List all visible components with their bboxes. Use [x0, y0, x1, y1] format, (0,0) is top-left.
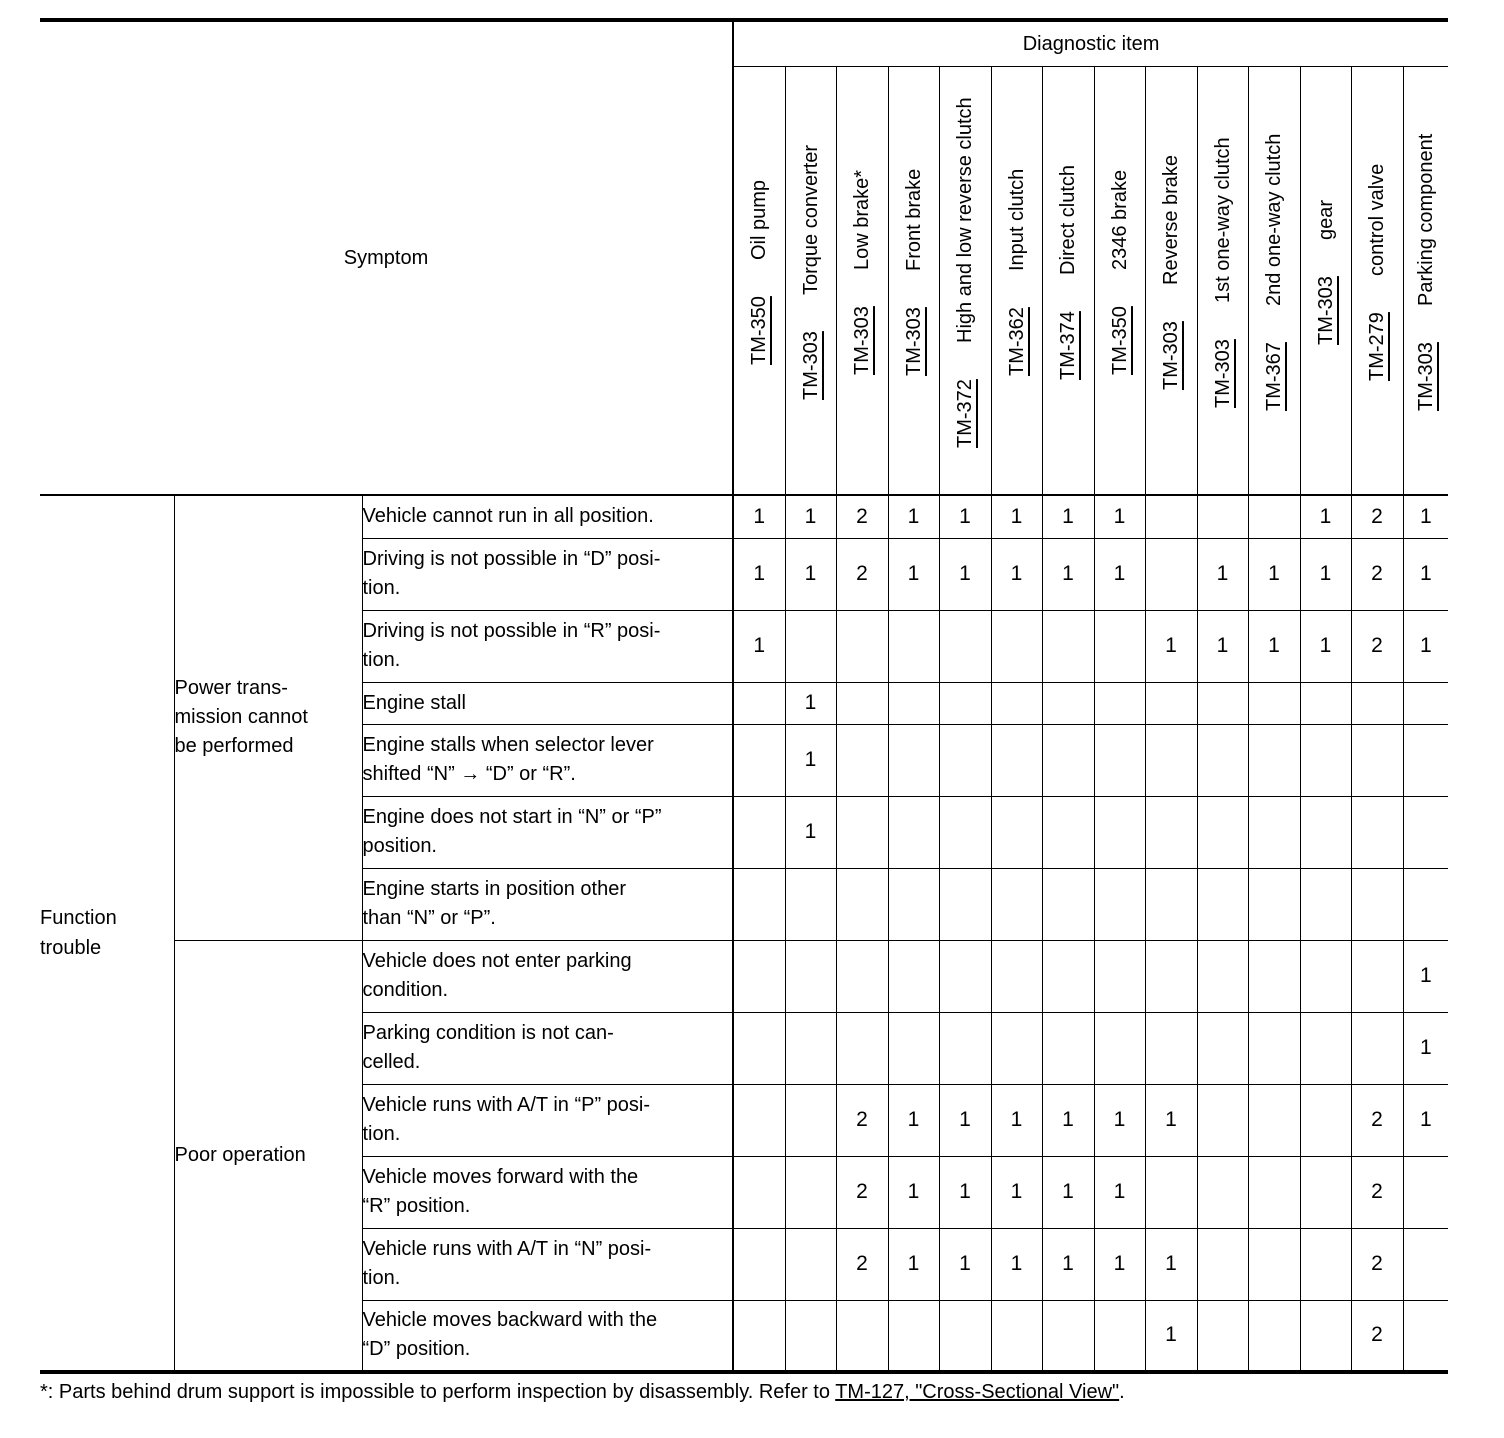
- column-header: [1351, 67, 1403, 496]
- value-cell: [1094, 796, 1145, 868]
- value-cell: [1403, 1156, 1448, 1228]
- value-cell: [1145, 1012, 1197, 1084]
- value-cell: 1: [1094, 538, 1145, 610]
- value-cell: 1: [991, 495, 1042, 538]
- value-cell: [1145, 1156, 1197, 1228]
- value-cell: [785, 1012, 836, 1084]
- symptom-text: than “N” or “P”.: [362, 907, 496, 929]
- value-cell: [1042, 610, 1094, 682]
- value-cell: [888, 796, 939, 868]
- column-name: Low brake*: [851, 170, 874, 271]
- column-header: [1300, 67, 1351, 496]
- column-ref-link[interactable]: TM-303: [902, 307, 925, 377]
- value-cell: 1: [991, 538, 1042, 610]
- value-cell: [1300, 682, 1351, 724]
- value-cell: [1197, 724, 1248, 796]
- symptom-text: tion.: [362, 1123, 401, 1145]
- symptom-cell: [362, 796, 733, 868]
- column-header-text: [851, 67, 873, 494]
- value-cell: [1300, 940, 1351, 1012]
- value-cell: [1145, 538, 1197, 610]
- value-cell: [1300, 1228, 1351, 1300]
- value-cell: 1: [888, 1084, 939, 1156]
- value-cell: [733, 724, 785, 796]
- value-cell: 1: [1300, 495, 1351, 538]
- group-label: Poor operation: [174, 1143, 306, 1166]
- value-cell: [1351, 682, 1403, 724]
- value-cell: [939, 940, 991, 1012]
- column-header-text: [800, 67, 822, 494]
- value-cell: [1403, 724, 1448, 796]
- value-cell: [733, 1228, 785, 1300]
- value-cell: 1: [1094, 1228, 1145, 1300]
- symptom-cell: [362, 1156, 733, 1228]
- value-cell: [888, 1300, 939, 1372]
- value-cell: 1: [1197, 538, 1248, 610]
- column-ref-link[interactable]: TM-367: [1263, 342, 1286, 412]
- value-cell: 1: [1042, 1156, 1094, 1228]
- column-header-text: [903, 67, 925, 494]
- value-cell: [1197, 1300, 1248, 1372]
- value-cell: [1145, 724, 1197, 796]
- value-cell: [836, 868, 888, 940]
- value-cell: [733, 682, 785, 724]
- symptom-text: Engine does not start in “N” or “P”: [362, 806, 662, 828]
- value-cell: 1: [888, 1228, 939, 1300]
- value-cell: [733, 940, 785, 1012]
- diagnostic-table: [40, 18, 1448, 1374]
- value-cell: [1351, 724, 1403, 796]
- group-label: be performed: [174, 735, 294, 758]
- symptom-header: Symptom: [40, 20, 733, 495]
- value-cell: 1: [1300, 610, 1351, 682]
- value-cell: 1: [733, 495, 785, 538]
- column-header-text: [748, 67, 770, 494]
- symptom-text: Vehicle moves backward with the: [362, 1309, 658, 1332]
- value-cell: 2: [836, 495, 888, 538]
- value-cell: 1: [939, 495, 991, 538]
- symptom-text: Engine stalls when selector lever: [362, 734, 654, 756]
- symptom-text: “R” position.: [362, 1195, 471, 1217]
- value-cell: [1403, 868, 1448, 940]
- value-cell: [1248, 1156, 1300, 1228]
- symptom-cell: [362, 495, 733, 538]
- value-cell: 1: [1403, 940, 1448, 1012]
- column-name: 1st one-way clutch: [1211, 137, 1234, 303]
- value-cell: [836, 724, 888, 796]
- value-cell: [991, 796, 1042, 868]
- symptom-text: condition.: [362, 979, 449, 1001]
- value-cell: 2: [1351, 1228, 1403, 1300]
- value-cell: [1248, 1084, 1300, 1156]
- value-cell: [836, 682, 888, 724]
- column-ref-link[interactable]: TM-374: [1057, 311, 1080, 380]
- value-cell: 2: [836, 538, 888, 610]
- value-cell: [785, 1156, 836, 1228]
- value-cell: [1042, 868, 1094, 940]
- value-cell: 1: [1145, 1084, 1197, 1156]
- value-cell: [836, 1012, 888, 1084]
- value-cell: [991, 868, 1042, 940]
- column-header: [991, 67, 1042, 496]
- symptom-cell: [362, 1300, 733, 1372]
- column-name: Input clutch: [1005, 168, 1028, 272]
- value-cell: [1094, 940, 1145, 1012]
- column-ref-link[interactable]: TM-303: [1414, 342, 1437, 412]
- symptom-text: “D” position.: [362, 1338, 471, 1361]
- value-cell: [785, 1228, 836, 1300]
- group-cell: [174, 940, 362, 1372]
- value-cell: [1042, 796, 1094, 868]
- value-cell: [1248, 1228, 1300, 1300]
- value-cell: 1: [991, 1084, 1042, 1156]
- value-cell: [1197, 868, 1248, 940]
- group-label: mission cannot: [174, 706, 308, 729]
- column-header-text: [1315, 67, 1337, 494]
- symptom-text: tion.: [362, 649, 401, 671]
- value-cell: 2: [836, 1084, 888, 1156]
- diagnostic-item-header: Diagnostic item: [733, 20, 1448, 67]
- symptom-cell: [362, 868, 733, 940]
- value-cell: [1145, 940, 1197, 1012]
- column-header: [1197, 67, 1248, 496]
- column-header: [1145, 67, 1197, 496]
- column-name: 2346 brake: [1108, 170, 1131, 271]
- value-cell: [1248, 796, 1300, 868]
- value-cell: 1: [1145, 1228, 1197, 1300]
- value-cell: [1300, 724, 1351, 796]
- table-row: [40, 940, 1448, 1012]
- value-cell: 1: [1197, 610, 1248, 682]
- value-cell: [1094, 724, 1145, 796]
- symptom-cell: [362, 940, 733, 1012]
- value-cell: 1: [1403, 1084, 1448, 1156]
- value-cell: [991, 940, 1042, 1012]
- column-header: [733, 67, 785, 496]
- column-name: Reverse brake: [1160, 155, 1183, 286]
- value-cell: [1042, 682, 1094, 724]
- value-cell: 1: [1145, 1300, 1197, 1372]
- value-cell: [1094, 610, 1145, 682]
- value-cell: [888, 724, 939, 796]
- value-cell: [1248, 1300, 1300, 1372]
- footnote-text: *: Parts behind drum support is impossible to perform inspection by disassembly. Refer to: [40, 1381, 836, 1403]
- value-cell: [1403, 682, 1448, 724]
- value-cell: [1351, 868, 1403, 940]
- value-cell: 1: [733, 610, 785, 682]
- symptom-cell: [362, 1228, 733, 1300]
- symptom-text: position.: [362, 835, 437, 857]
- value-cell: [939, 610, 991, 682]
- value-cell: 2: [1351, 610, 1403, 682]
- value-cell: 1: [991, 1228, 1042, 1300]
- value-cell: 1: [939, 1228, 991, 1300]
- value-cell: [836, 796, 888, 868]
- value-cell: 2: [1351, 1156, 1403, 1228]
- value-cell: 1: [1403, 1012, 1448, 1084]
- symptom-text: Engine starts in position other: [362, 878, 626, 900]
- value-cell: [1403, 1300, 1448, 1372]
- value-cell: 2: [1351, 1084, 1403, 1156]
- column-header-text: [1263, 67, 1285, 494]
- value-cell: [1094, 1012, 1145, 1084]
- column-header: [1248, 67, 1300, 496]
- symptom-cell: [362, 1084, 733, 1156]
- value-cell: 1: [1094, 1084, 1145, 1156]
- value-cell: [991, 1012, 1042, 1084]
- value-cell: [1248, 1012, 1300, 1084]
- category-label: Function: [40, 907, 117, 929]
- symptom-text: Vehicle does not enter parking: [362, 950, 632, 972]
- value-cell: [785, 1084, 836, 1156]
- group-label: Power trans-: [174, 677, 288, 700]
- value-cell: [939, 1300, 991, 1372]
- value-cell: [1248, 940, 1300, 1012]
- column-ref-link[interactable]: TM-303: [1314, 276, 1337, 345]
- value-cell: 1: [888, 495, 939, 538]
- value-cell: [1042, 1300, 1094, 1372]
- value-cell: [1403, 796, 1448, 868]
- column-ref-link[interactable]: TM-372: [954, 378, 977, 448]
- column-header-text: [1160, 67, 1182, 494]
- column-header-text: [1366, 67, 1388, 494]
- column-header: [785, 67, 836, 496]
- category-label: trouble: [40, 937, 102, 959]
- value-cell: [1094, 868, 1145, 940]
- value-cell: [939, 1012, 991, 1084]
- column-name: Torque converter: [799, 145, 822, 296]
- value-cell: [733, 1156, 785, 1228]
- value-cell: 1: [785, 682, 836, 724]
- value-cell: [1042, 1012, 1094, 1084]
- column-ref-link[interactable]: TM-279: [1366, 312, 1389, 382]
- value-cell: [1300, 1300, 1351, 1372]
- value-cell: [1248, 495, 1300, 538]
- column-ref-link[interactable]: TM-362: [1005, 307, 1028, 377]
- symptom-text: shifted “N” → “D” or “R”.: [362, 763, 576, 785]
- value-cell: 1: [991, 1156, 1042, 1228]
- value-cell: 1: [1248, 538, 1300, 610]
- value-cell: [888, 868, 939, 940]
- symptom-text: celled.: [362, 1051, 421, 1073]
- value-cell: [1197, 1084, 1248, 1156]
- column-header: [1042, 67, 1094, 496]
- value-cell: [1300, 1156, 1351, 1228]
- value-cell: [1403, 1228, 1448, 1300]
- column-header-text: [1212, 67, 1234, 494]
- value-cell: [1197, 1228, 1248, 1300]
- value-cell: 1: [785, 796, 836, 868]
- value-cell: [1094, 682, 1145, 724]
- value-cell: 1: [888, 1156, 939, 1228]
- value-cell: [1094, 1300, 1145, 1372]
- column-header-text: [954, 67, 976, 494]
- value-cell: [1042, 940, 1094, 1012]
- value-cell: [1248, 724, 1300, 796]
- value-cell: [785, 1300, 836, 1372]
- value-cell: [1300, 1012, 1351, 1084]
- value-cell: 2: [1351, 1300, 1403, 1372]
- value-cell: [1248, 682, 1300, 724]
- value-cell: 1: [1403, 495, 1448, 538]
- column-name: Front brake: [902, 168, 925, 272]
- symptom-cell: [362, 610, 733, 682]
- value-cell: 1: [1145, 610, 1197, 682]
- column-header: [836, 67, 888, 496]
- column-ref-link[interactable]: TM-350: [1108, 306, 1131, 375]
- value-cell: [888, 1012, 939, 1084]
- value-cell: [939, 682, 991, 724]
- value-cell: 2: [836, 1228, 888, 1300]
- value-cell: 1: [1300, 538, 1351, 610]
- column-ref-link[interactable]: TM-303: [1160, 321, 1183, 390]
- value-cell: [1300, 868, 1351, 940]
- column-header-text: [1057, 67, 1079, 494]
- symptom-cell: [362, 538, 733, 610]
- symptom-text: tion.: [362, 577, 401, 599]
- column-name: 2nd one-way clutch: [1263, 133, 1286, 307]
- value-cell: [733, 1300, 785, 1372]
- value-cell: 1: [1403, 538, 1448, 610]
- column-ref-link[interactable]: TM-303: [851, 306, 874, 375]
- value-cell: [1300, 1084, 1351, 1156]
- value-cell: [888, 610, 939, 682]
- value-cell: 1: [1042, 1084, 1094, 1156]
- group-cell: [174, 495, 362, 940]
- column-name: control valve: [1366, 163, 1389, 277]
- value-cell: [1145, 495, 1197, 538]
- value-cell: [733, 868, 785, 940]
- value-cell: [991, 610, 1042, 682]
- value-cell: [1351, 940, 1403, 1012]
- column-ref-link[interactable]: TM-303: [1211, 338, 1234, 408]
- value-cell: 1: [1403, 610, 1448, 682]
- value-cell: [939, 724, 991, 796]
- value-cell: [1145, 796, 1197, 868]
- value-cell: [733, 1012, 785, 1084]
- value-cell: 1: [785, 538, 836, 610]
- column-header-text: [1415, 67, 1437, 494]
- column-ref-link[interactable]: TM-303: [799, 331, 822, 400]
- value-cell: [1145, 682, 1197, 724]
- value-cell: 1: [785, 495, 836, 538]
- value-cell: [991, 682, 1042, 724]
- value-cell: [785, 610, 836, 682]
- column-name: gear: [1314, 200, 1337, 241]
- column-name: Direct clutch: [1057, 165, 1080, 276]
- table-row: [40, 495, 1448, 538]
- value-cell: [733, 1084, 785, 1156]
- value-cell: [1197, 1012, 1248, 1084]
- symptom-text: tion.: [362, 1267, 401, 1289]
- value-cell: [888, 940, 939, 1012]
- value-cell: [1351, 1012, 1403, 1084]
- value-cell: 1: [785, 724, 836, 796]
- column-name: Oil pump: [748, 180, 771, 261]
- symptom-text: Driving is not possible in “D” posi-: [362, 548, 661, 570]
- symptom-cell: [362, 1012, 733, 1084]
- value-cell: [1248, 868, 1300, 940]
- symptom-text: Vehicle cannot run in all position.: [362, 505, 654, 528]
- value-cell: 1: [1042, 1228, 1094, 1300]
- value-cell: [1042, 724, 1094, 796]
- value-cell: 1: [1248, 610, 1300, 682]
- value-cell: [1197, 1156, 1248, 1228]
- category-cell: [40, 495, 174, 1372]
- value-cell: [1197, 495, 1248, 538]
- value-cell: [939, 796, 991, 868]
- footnote: [40, 1381, 1125, 1404]
- value-cell: [939, 868, 991, 940]
- value-cell: 1: [888, 538, 939, 610]
- symptom-text: Vehicle moves forward with the: [362, 1166, 639, 1188]
- value-cell: 2: [1351, 538, 1403, 610]
- value-cell: [785, 940, 836, 1012]
- value-cell: [991, 1300, 1042, 1372]
- value-cell: [888, 682, 939, 724]
- value-cell: 1: [939, 1156, 991, 1228]
- value-cell: 1: [1094, 1156, 1145, 1228]
- symptom-text: Driving is not possible in “R” posi-: [362, 620, 661, 642]
- value-cell: [1197, 940, 1248, 1012]
- column-header: [939, 67, 991, 496]
- value-cell: [1300, 796, 1351, 868]
- symptom-text: Parking condition is not can-: [362, 1022, 614, 1044]
- value-cell: [836, 1300, 888, 1372]
- value-cell: 2: [836, 1156, 888, 1228]
- column-header: [888, 67, 939, 496]
- value-cell: 1: [939, 1084, 991, 1156]
- value-cell: 1: [939, 538, 991, 610]
- value-cell: 1: [1042, 495, 1094, 538]
- footnote-end: .: [1119, 1381, 1125, 1403]
- value-cell: [836, 940, 888, 1012]
- value-cell: 1: [733, 538, 785, 610]
- symptom-text: Engine stall: [362, 691, 466, 714]
- value-cell: [1197, 682, 1248, 724]
- column-header-text: [1006, 67, 1028, 494]
- symptom-cell: [362, 682, 733, 724]
- symptom-cell: [362, 724, 733, 796]
- footnote-link[interactable]: TM-127, "Cross-Sectional View": [835, 1381, 1120, 1403]
- value-cell: 1: [1094, 495, 1145, 538]
- value-cell: 2: [1351, 495, 1403, 538]
- column-header-text: [1109, 67, 1131, 494]
- value-cell: [733, 796, 785, 868]
- value-cell: 1: [1042, 538, 1094, 610]
- value-cell: [1351, 796, 1403, 868]
- column-header: [1403, 67, 1448, 496]
- value-cell: [836, 610, 888, 682]
- value-cell: [1197, 796, 1248, 868]
- column-ref-link[interactable]: TM-350: [748, 296, 771, 365]
- column-header: [1094, 67, 1145, 496]
- symptom-text: Vehicle runs with A/T in “P” posi-: [362, 1094, 651, 1116]
- column-name: Parking component: [1414, 133, 1437, 307]
- value-cell: [785, 868, 836, 940]
- value-cell: [991, 724, 1042, 796]
- symptom-text: Vehicle runs with A/T in “N” posi-: [362, 1238, 652, 1260]
- column-name: High and low reverse clutch: [954, 97, 977, 343]
- value-cell: [1145, 868, 1197, 940]
